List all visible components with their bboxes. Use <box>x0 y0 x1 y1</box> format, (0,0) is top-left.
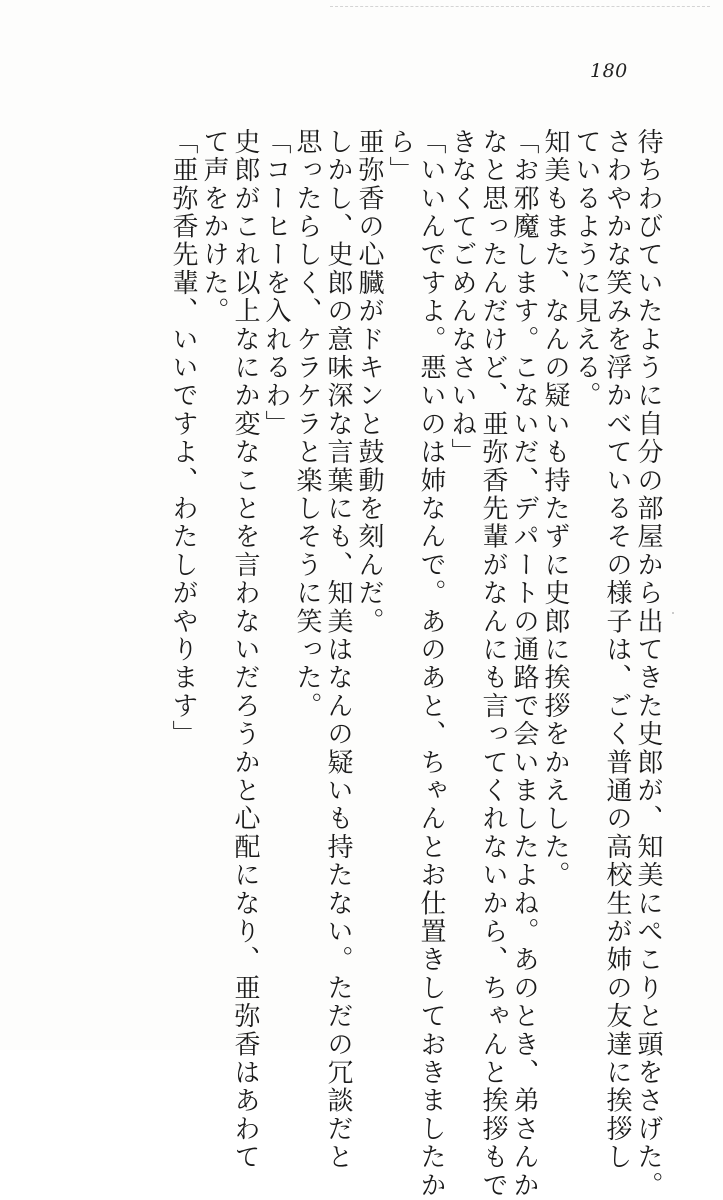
text-line: 亜弥香の心臓がドキンと鼓動を刻んだ。 <box>354 128 384 636</box>
text-line: 知美もまた、なんの疑いも持たずに史郎に挨拶をかえした。 <box>540 128 570 890</box>
text-line: なと思ったんだけど、亜弥香先輩がなんにも言ってくれないから、ちゃんと挨拶もで <box>478 128 508 1200</box>
text-line: ら」 <box>385 128 415 185</box>
text-line: きなくてごめんなさいね」 <box>447 128 477 467</box>
text-line: 「いいんですよ。悪いのは姉なんで。あのあと、ちゃんとお仕置きしておきましたか <box>416 128 446 1200</box>
text-line: 待ちわびていたように自分の部屋から出てきた史郎が、知美にぺこりと頭をさげた。 <box>633 128 663 1200</box>
text-line: 「お邪魔します。こないだ、デパートの通路で会いましたよね。あのとき、弟さんか <box>509 128 539 1200</box>
text-line: て声をかけた。 <box>199 128 229 326</box>
page-number: 180 <box>590 60 628 82</box>
text-line: ているように見える。 <box>571 128 601 410</box>
text-line: 「亜弥香先輩、いいですよ、わたしがやります」 <box>168 128 198 749</box>
text-line: さわやかな笑みを浮かべているその様子は、ごく普通の高校生が姉の友達に挨拶し <box>602 128 632 1172</box>
scan-speck <box>672 612 674 614</box>
text-line: しかし、史郎の意味深な言葉にも、知美はなんの疑いも持たない。ただの冗談だと <box>323 128 353 1172</box>
text-line: 思ったらしく、ケラケラと楽しそうに笑った。 <box>292 128 322 721</box>
vertical-body-text <box>167 128 663 1200</box>
top-edge-rule <box>330 6 710 7</box>
text-line: 「コーヒーを入れるわ」 <box>261 128 291 439</box>
text-line: 史郎がこれ以上なにか変なことを言わないだろうかと心配になり、亜弥香はあわて <box>230 128 260 1172</box>
